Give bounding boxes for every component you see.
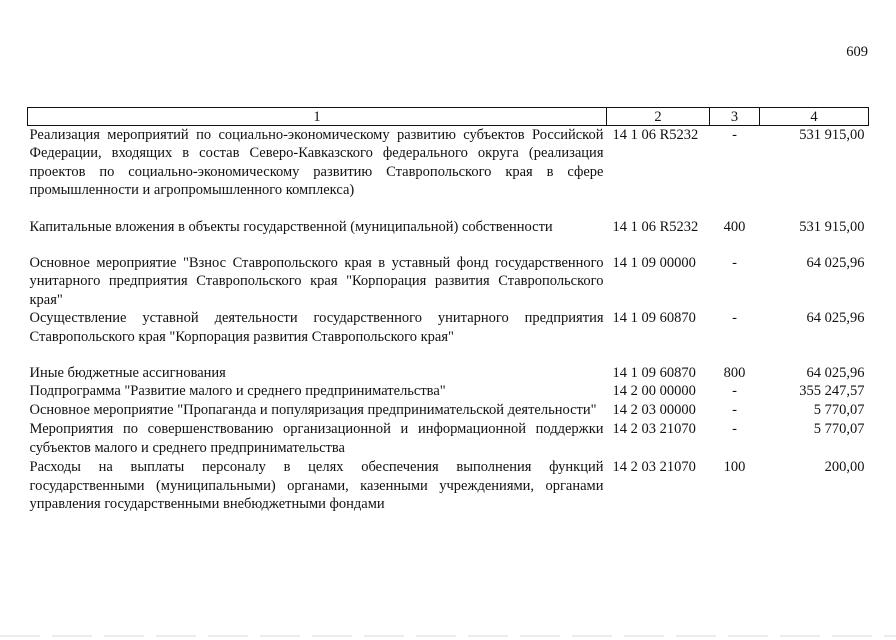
table-row — [28, 254, 869, 309]
budget-table — [27, 107, 869, 513]
page-number: 609 — [846, 44, 868, 60]
row-amount: 5 770,07 — [813, 421, 865, 438]
table-row — [28, 458, 869, 513]
row-expense-type: 800 — [723, 365, 746, 382]
row-expense-type: - — [732, 255, 737, 272]
row-amount: 531 915,00 — [799, 218, 865, 235]
row-amount: 355 247,57 — [799, 383, 865, 400]
row-code: 14 1 09 00000 — [612, 255, 696, 272]
table-header — [28, 108, 869, 126]
table-row — [28, 218, 869, 254]
row-expense-type: - — [732, 310, 737, 327]
row-name: Иные бюджетные ассигнования — [29, 365, 226, 382]
row-name: Основное мероприятие "Взнос Ставропольского края в уставный фонд государственного унитарного предприятия Ставропольского края "Корпорация развития Ставропольского края" — [29, 255, 604, 308]
table-row — [28, 420, 869, 458]
row-expense-type: - — [732, 383, 737, 400]
row-code: 14 2 03 21070 — [612, 459, 696, 476]
column-header-4: 4 — [760, 108, 869, 126]
column-header-2: 2 — [607, 108, 710, 126]
row-name: Капитальные вложения в объекты государственной (муниципальной) собственности — [29, 218, 553, 235]
row-code: 14 1 09 60870 — [612, 310, 696, 327]
column-header-1: 1 — [28, 108, 607, 126]
row-amount: 64 025,96 — [806, 365, 865, 382]
scan-edge-artifact — [0, 635, 896, 637]
table-row — [28, 401, 869, 420]
row-name: Реализация мероприятий по социально-экономическому развитию субъектов Российской Федерации, входящих в состав Северо-Кавказского федерального округа (реализация проектов по социально-экономическому развитию Ставропольского края в сфере промышленности и агропромышленного комплекса) — [29, 127, 604, 199]
row-name: Подпрограмма "Развитие малого и среднего предпринимательства" — [29, 383, 446, 400]
row-expense-type: 100 — [723, 459, 746, 476]
row-amount: 64 025,96 — [806, 310, 865, 327]
column-header-3: 3 — [710, 108, 760, 126]
row-name: Основное мероприятие "Пропаганда и популяризация предпринимательской деятельности" — [29, 401, 597, 418]
row-name: Мероприятия по совершенствованию организационной и информационной поддержки субъектов малого и среднего предпринимательства — [29, 421, 604, 456]
row-expense-type: - — [732, 421, 737, 438]
row-amount: 5 770,07 — [813, 401, 865, 418]
row-code: 14 1 06 R5232 — [612, 218, 699, 235]
table-row — [28, 126, 869, 218]
row-code: 14 2 03 21070 — [612, 421, 696, 438]
row-amount: 531 915,00 — [799, 127, 865, 143]
row-expense-type: 400 — [723, 218, 746, 235]
row-amount: 200,00 — [824, 459, 865, 476]
row-code: 14 1 06 R5232 — [612, 127, 699, 143]
row-code: 14 2 03 00000 — [612, 401, 696, 418]
row-code: 14 1 09 60870 — [612, 365, 696, 382]
table-row — [28, 382, 869, 400]
row-code: 14 2 00 00000 — [612, 383, 696, 400]
row-expense-type: - — [732, 401, 737, 418]
row-name: Осуществление уставной деятельности государственного унитарного предприятия Ставропольского края "Корпорация развития Ставропольского края" — [29, 310, 604, 345]
row-expense-type: - — [732, 127, 737, 143]
row-name: Расходы на выплаты персоналу в целях обеспечения выполнения функций государственными (муниципальными) органами, казенными учреждениями, органами управления государственными внебюджетными фондами — [29, 459, 604, 512]
table-row — [28, 364, 869, 382]
table-row — [28, 309, 869, 364]
row-amount: 64 025,96 — [806, 255, 865, 272]
